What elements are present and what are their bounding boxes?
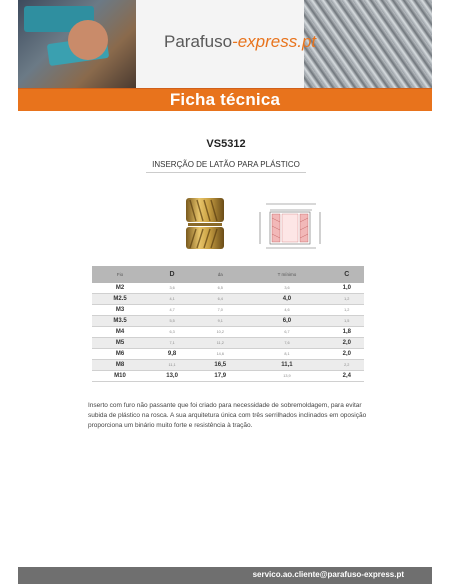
- cell-d: 5,5: [148, 316, 196, 327]
- cell-t: 6,0: [244, 316, 329, 327]
- table-row: [92, 316, 364, 327]
- cell-fio: M2: [92, 283, 148, 294]
- header-da: da: [196, 266, 244, 283]
- product-description: Inserto com furo não passante que foi criado para necessidade de sobremoldagem, para evitar subida de plástico na rosca. A sua arquitetura única com três serrilhados inclinados em oposição proporciona um binário muito forte e resistência à tração.: [88, 402, 367, 429]
- brand-accent: -express.pt: [232, 32, 317, 51]
- product-subtitle: INSERÇÃO DE LATÃO PARA PLÁSTICO: [146, 160, 306, 173]
- cell-fio: M8: [92, 360, 148, 371]
- cell-t: 7,6: [244, 338, 329, 349]
- cell-t: 3,6: [244, 283, 329, 294]
- cell-fio: M3.5: [92, 316, 148, 327]
- cell-da: 11,2: [196, 338, 244, 349]
- table-row: [92, 338, 364, 349]
- cell-t: 13,9: [244, 371, 329, 382]
- cell-c: 1,5: [330, 316, 364, 327]
- cell-fio: M2.5: [92, 294, 148, 305]
- table-row: [92, 305, 364, 316]
- header-t-minimo: T mínimo: [244, 266, 329, 283]
- technical-drawing: [256, 200, 326, 252]
- cell-fio: M4: [92, 327, 148, 338]
- cell-d: 13,0: [148, 371, 196, 382]
- cell-da: 10,2: [196, 327, 244, 338]
- cell-fio: M5: [92, 338, 148, 349]
- cell-da: 17,9: [196, 371, 244, 382]
- cell-fio: M3: [92, 305, 148, 316]
- cell-fio: M6: [92, 349, 148, 360]
- cell-d: 7,1: [148, 338, 196, 349]
- cell-da: 14,6: [196, 349, 244, 360]
- cell-d: 6,3: [148, 327, 196, 338]
- header-photo-screws: [304, 0, 432, 88]
- banner-title: Ficha técnica: [169, 90, 281, 109]
- cell-t: 6,7: [244, 327, 329, 338]
- cell-d: 3,6: [148, 283, 196, 294]
- footer-email-link[interactable]: servico.ao.cliente@parafuso-express.pt: [252, 570, 404, 579]
- cell-t: 8,1: [244, 349, 329, 360]
- cell-da: 6,4: [196, 294, 244, 305]
- cell-d: 9,8: [148, 349, 196, 360]
- cell-t: 4,6: [244, 305, 329, 316]
- cell-c: 2,0: [330, 349, 364, 360]
- table-header-row: [92, 266, 364, 283]
- cell-c: 2,4: [330, 371, 364, 382]
- cell-t: 4,0: [244, 294, 329, 305]
- table-row: [92, 327, 364, 338]
- cell-d: 11,1: [148, 360, 196, 371]
- header-photo-workshop: [18, 0, 136, 88]
- header-d: D: [148, 266, 196, 283]
- table-row: [92, 294, 364, 305]
- header: [18, 0, 432, 88]
- table-row: [92, 371, 364, 382]
- cell-da: 9,1: [196, 316, 244, 327]
- footer-bar: [18, 567, 432, 584]
- cell-d: 4,7: [148, 305, 196, 316]
- cell-c: 1,8: [330, 327, 364, 338]
- brass-insert-image: [180, 194, 230, 252]
- brand-logo[interactable]: [164, 32, 316, 52]
- table-row: [92, 360, 364, 371]
- brand-main: Parafuso: [164, 32, 233, 51]
- cell-t: 11,1: [244, 360, 329, 371]
- specs-table: [92, 266, 364, 382]
- cell-c: 1,0: [330, 283, 364, 294]
- product-code: VS5312: [206, 138, 246, 150]
- cell-c: 2,2: [330, 360, 364, 371]
- cell-c: 1,2: [330, 294, 364, 305]
- cell-da: 6,5: [196, 283, 244, 294]
- table-row: [92, 283, 364, 294]
- cell-da: 16,5: [196, 360, 244, 371]
- cell-c: 1,2: [330, 305, 364, 316]
- cell-d: 4,1: [148, 294, 196, 305]
- cell-c: 2,0: [330, 338, 364, 349]
- table-row: [92, 349, 364, 360]
- header-fio: Fio: [92, 266, 148, 283]
- header-c: C: [330, 266, 364, 283]
- cell-da: 7,0: [196, 305, 244, 316]
- title-banner: [18, 88, 432, 111]
- cell-fio: M10: [92, 371, 148, 382]
